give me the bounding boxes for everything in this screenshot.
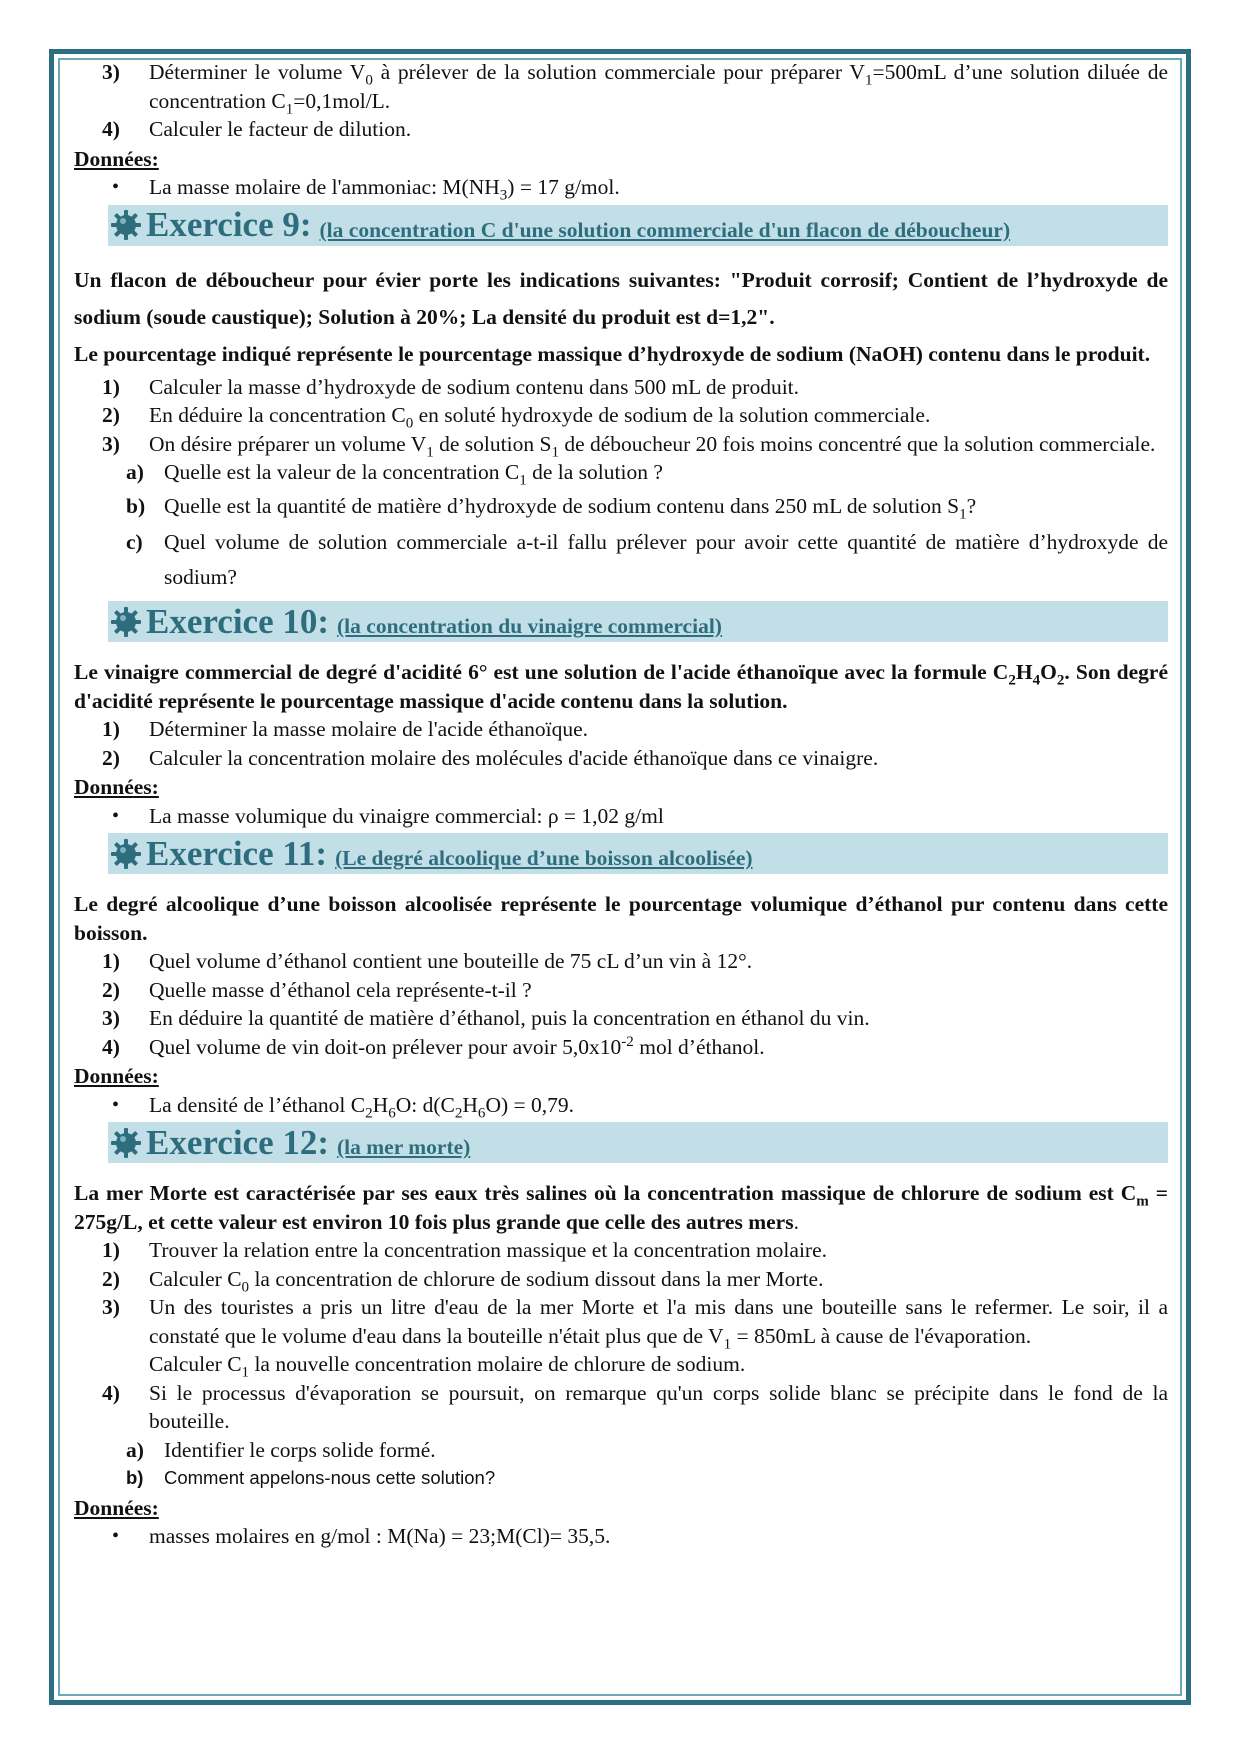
gear-icon xyxy=(110,606,142,638)
question-item: 3) Un des touristes a pris un litre d'eau de la mer Morte et l'a mis dans une bouteille sans le refermer. Le soir, il a constaté que le volume d'eau dans la bouteille n'était plus que de $V_1 = 850mL$ à cause de l'évaporation. Calculer $C_1$ la nouvelle concentration molaire de chlorure de sodium. xyxy=(102,1295,1168,1381)
exercise-intro: Le degré alcoolique d’une boisson alcoolisée représente le pourcentage volumique d’éthanol pur contenu dans cette boisson. xyxy=(74,892,1168,945)
exercise-subtitle: (la mer morte) xyxy=(337,1135,471,1160)
question-item: 2) En déduire la concentration $C_0$ en soluté hydroxyde de sodium de la solution commerciale. xyxy=(102,403,931,432)
data-bullet: • masses molaires en g/mol : M(Na) = 23;M(Cl)= 35,5. xyxy=(112,1524,611,1548)
donnees-heading: Données: xyxy=(74,146,159,171)
data-bullet: • La densité de l’éthanol $C_2H_6O$: $d(C_2H_6O) = 0,79$. xyxy=(112,1092,574,1121)
question-item: 3) En déduire la quantité de matière d’éthanol, puis la concentration en éthanol du vin. xyxy=(102,1006,870,1030)
question-item: 1) Déterminer la masse molaire de l'acide éthanoïque. xyxy=(102,717,589,741)
exercise-subtitle: (Le degré alcoolique d’une boisson alcoolisée) xyxy=(335,846,753,871)
question-item: 1) Quel volume d’éthanol contient une bouteille de 75 cL d’un vin à 12°. xyxy=(102,949,753,973)
exercise-subtitle: (la concentration C d'une solution commerciale d'un flacon de déboucheur) xyxy=(319,217,1011,242)
question-item: 1) Trouver la relation entre la concentration massique et la concentration molaire. xyxy=(102,1238,827,1262)
gear-icon xyxy=(110,1127,142,1159)
exercise-banner-12 xyxy=(108,1122,1168,1163)
gear-icon xyxy=(110,838,142,870)
exercise-title: Exercice 9: xyxy=(146,205,312,244)
question-item: 3) Déterminer le volume $V_0$ à prélever de la solution commerciale pour préparer $V_1=500mL$ d’une solution diluée de concentration $C_1=0,1mol/L$. xyxy=(102,60,1169,117)
subquestion-item: b) Comment appelons-nous cette solution? xyxy=(126,1467,496,1488)
question-item: 3) On désire préparer un volume $V_1$ de solution $S_1$ de déboucheur 20 fois moins concentré que la solution commerciale. xyxy=(102,431,1156,460)
exercise-intro: La mer Morte est caractérisée par ses eaux très salines où la concentration massique de chlorure de sodium est $C_m = 275g/L$, et cette valeur est environ 10 fois plus grande que celle des autres mers. xyxy=(74,1181,1168,1234)
subquestion-item: a) Quelle est la valeur de la concentration $C_1$ de la solution ? xyxy=(126,460,663,489)
exercise-title: Exercice 12: xyxy=(146,1122,330,1162)
exercise-banner-10 xyxy=(108,601,1168,642)
gear-icon xyxy=(110,209,142,241)
question-item: 2) Calculer la concentration molaire des molécules d'acide éthanoïque dans ce vinaigre. xyxy=(102,745,879,770)
subquestion-item: b) Quelle est la quantité de matière d’hydroxyde de sodium contenu dans 250 mL de solution $S_1$? xyxy=(126,493,977,522)
data-bullet: • La masse molaire de l'ammoniac: $M(NH_3) = 17$ g/mol. xyxy=(112,175,620,204)
question-item: 4) Si le processus d'évaporation se poursuit, on remarque qu'un corps solide blanc se précipite dans le fond de la bouteille. xyxy=(102,1380,1168,1433)
question-item: 1) Calculer la masse d’hydroxyde de sodium contenu dans 500 mL de produit. xyxy=(102,374,800,399)
exercise-banner-11 xyxy=(108,833,1168,874)
exercise-title: Exercice 10: xyxy=(146,601,330,641)
exercise-banner-9 xyxy=(108,205,1168,246)
worksheet-content xyxy=(74,58,1168,1551)
subquestion-item: a) Identifier le corps solide formé. xyxy=(126,1437,436,1462)
exercise-intro: Un flacon de déboucheur pour évier porte les indications suivantes: "Produit corrosif; Contient de l’hydroxyde de sodium (soude caustique); Solution à 20%; La densité du produit est d=1,2". xyxy=(74,267,1168,329)
question-text: Déterminer le volume $V_0$ à prélever de la solution commerciale pour préparer $V_1=500mL$ d’une solution diluée de concentration $C_1=0,1mol/L$. xyxy=(149,60,1169,117)
donnees-heading: Données: xyxy=(74,1064,159,1088)
data-bullet: • La masse volumique du vinaigre commercial: ρ = 1,02 g/ml xyxy=(112,803,664,828)
exercise-subtitle: (la concentration du vinaigre commercial) xyxy=(337,614,722,639)
question-item: 2) Quelle masse d’éthanol cela représente-t-il ? xyxy=(102,977,532,1002)
exercise-title: Exercice 11: xyxy=(146,833,328,873)
question-item: 2) Calculer $C_0$ la concentration de chlorure de sodium dissout dans la mer Morte. xyxy=(102,1266,824,1295)
subquestion-item: c) Quel volume de solution commerciale a-t-il fallu prélever pour avoir cette quantité de matière d’hydroxyde de sodium? xyxy=(126,530,1168,589)
question-item: 4) Quel volume de vin doit-on prélever pour avoir $5,0x10^{-2}$ mol d’éthanol. xyxy=(102,1033,765,1059)
exercise-intro: Le pourcentage indiqué représente le pourcentage massique d’hydroxyde de sodium (NaOH) contenu dans le produit. xyxy=(74,341,1151,366)
exercise-intro: Le vinaigre commercial de degré d'acidité 6° est une solution de l'acide éthanoïque avec la formule $C_2H_4O_2$. Son degré d'acidité représente le pourcentage massique d'acide contenu dans la solution. xyxy=(74,660,1168,713)
donnees-heading: Données: xyxy=(74,775,159,799)
donnees-heading: Données: xyxy=(74,1495,159,1520)
question-item: 4) Calculer le facteur de dilution. xyxy=(102,117,412,141)
